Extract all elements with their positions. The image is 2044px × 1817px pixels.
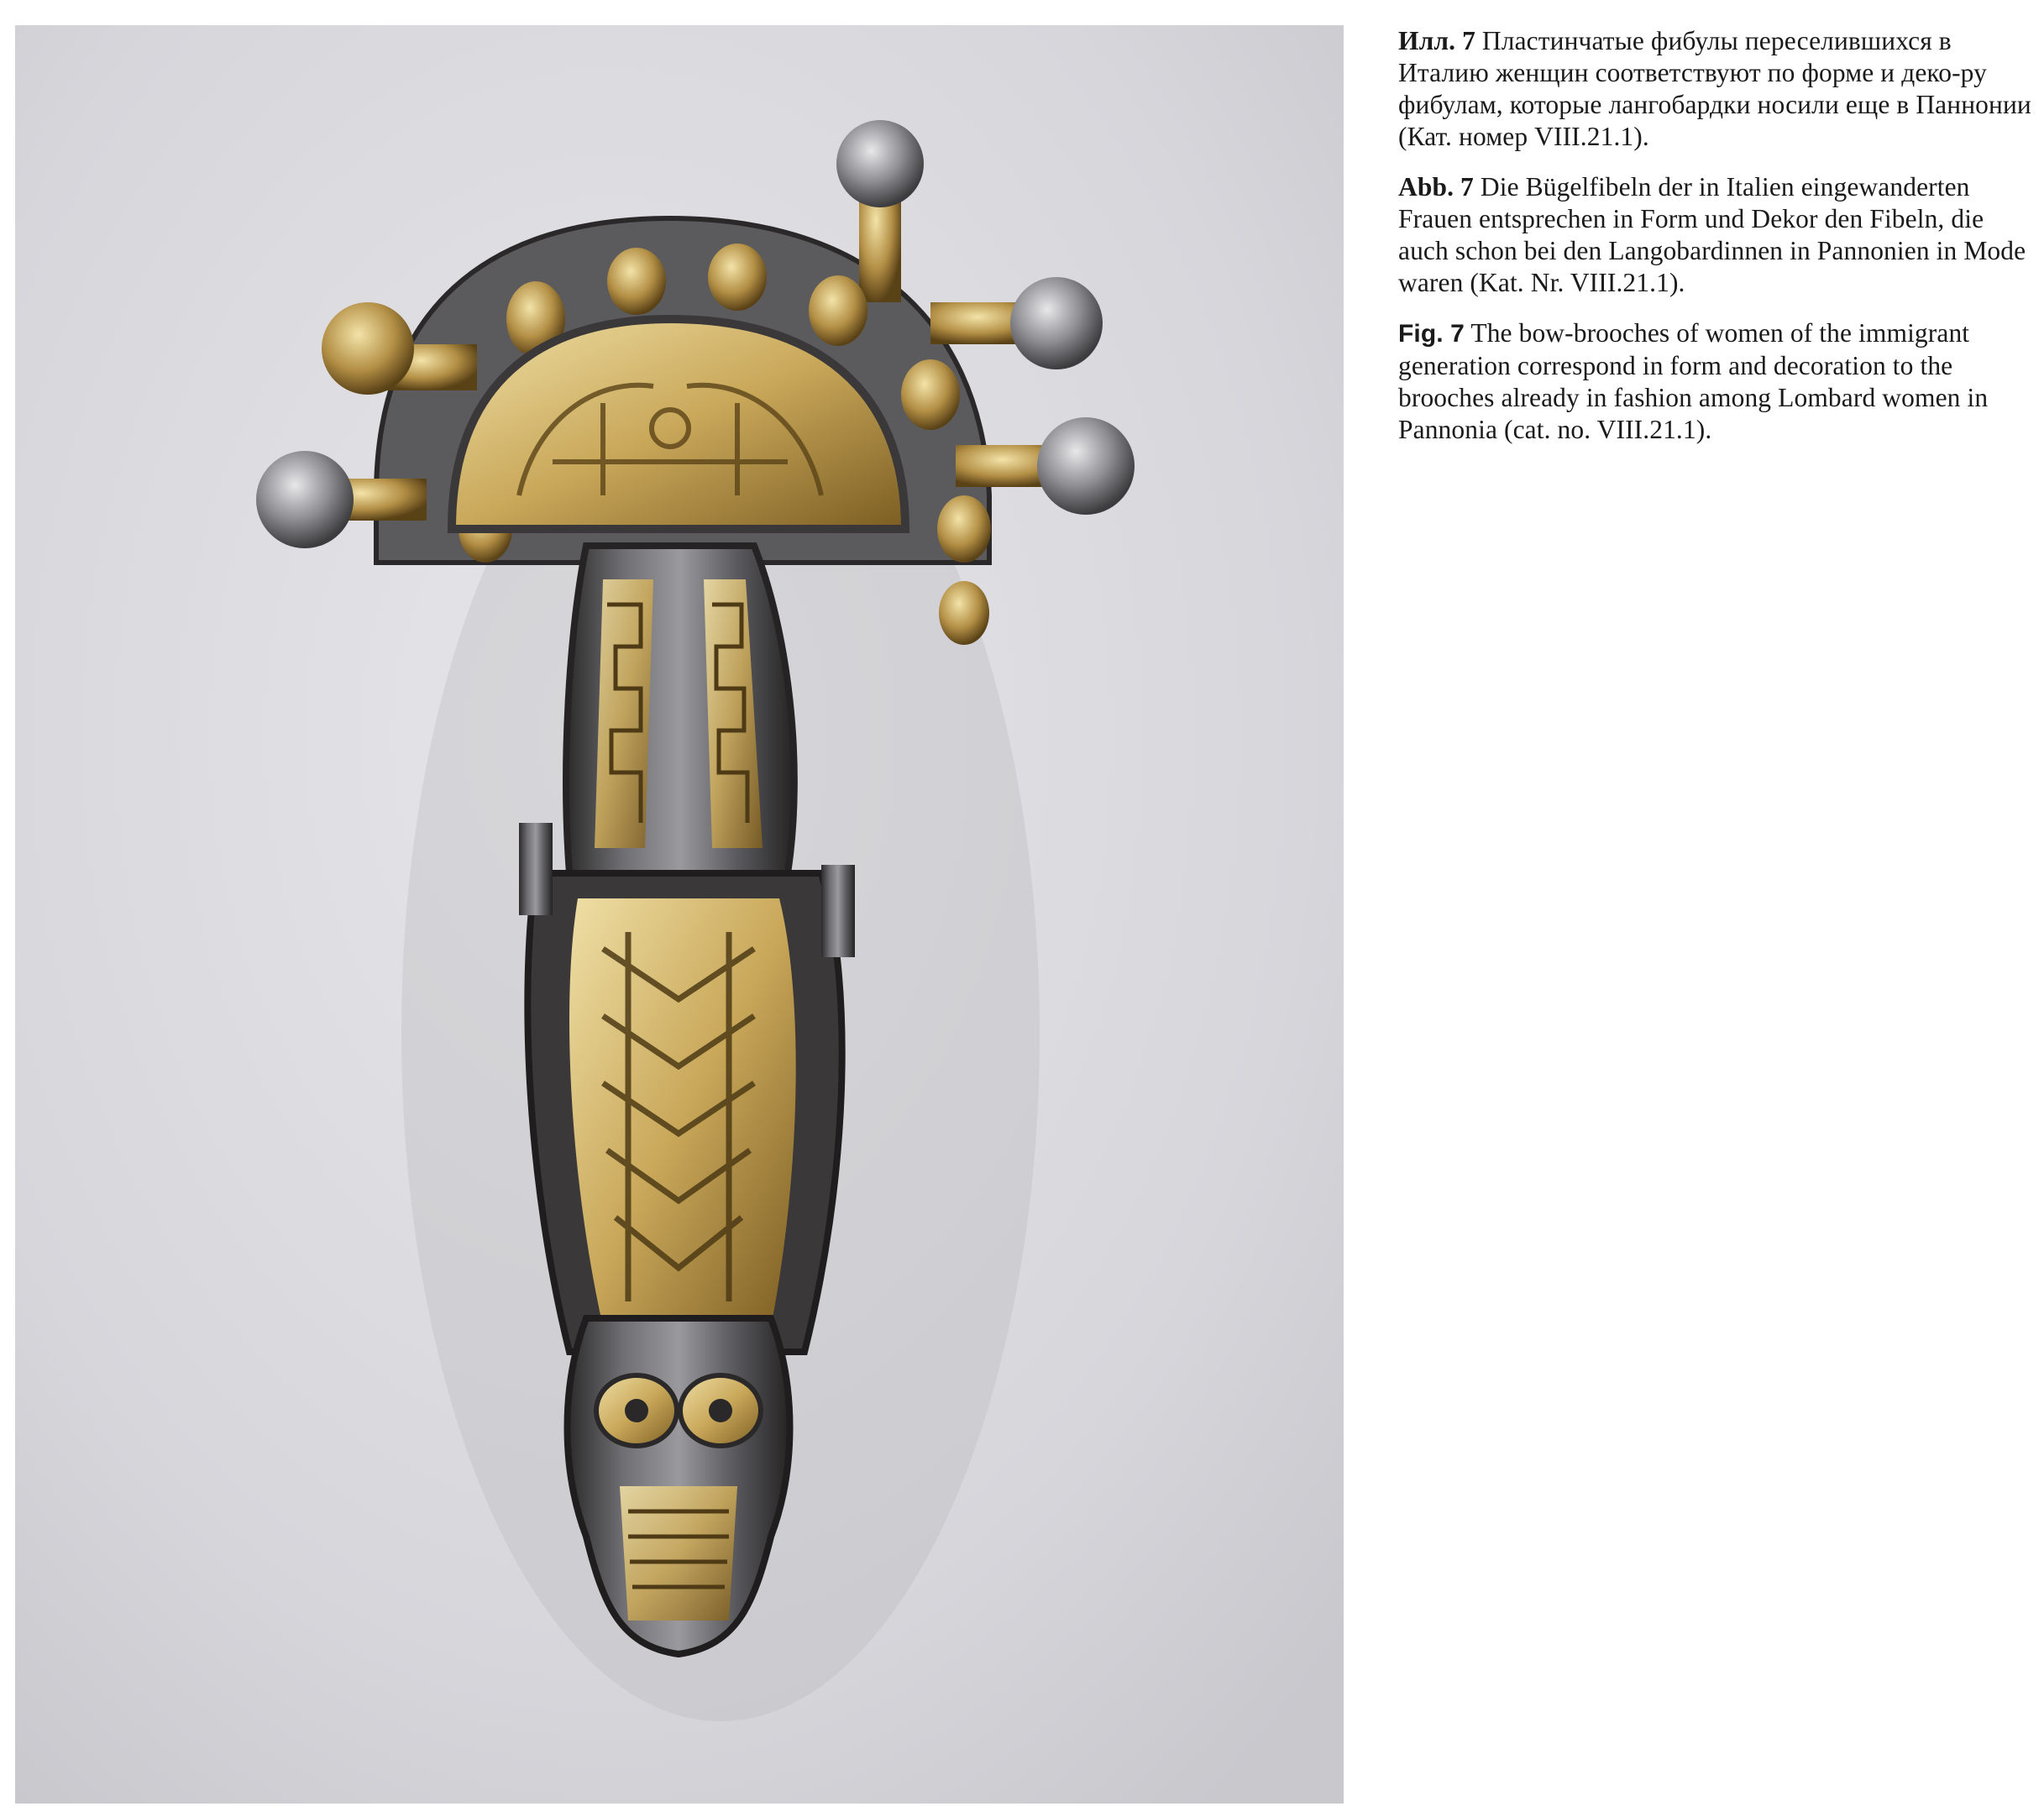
caption-english: [1398, 317, 2036, 446]
caption-column: [1398, 25, 2036, 464]
caption-german-text: Die Bügelfibeln der in Italien eingewanderten Frauen entsprechen in Form und Dekor den Fibeln, die auch schon bei den Langobardinnen in Pannonien in Mode waren (Kat. Nr. VIII.21.1).: [1398, 172, 2026, 297]
caption-german: [1398, 171, 2036, 299]
caption-english-lead: Fig. 7: [1398, 320, 1465, 348]
caption-russian-lead: Илл. 7: [1398, 26, 1475, 55]
caption-german-lead: Abb. 7: [1398, 172, 1474, 202]
caption-russian-text: Пластинчатые фибулы переселившихся в Италию женщин соответствуют по форме и деко-ру фибулам, которые лангобардки носили еще в Паннонии (Кат. номер VIII.21.1).: [1398, 26, 2031, 151]
caption-russian: [1398, 25, 2036, 153]
caption-english-text: The bow-brooches of women of the immigrant generation correspond in form and decoration to the brooches already in fashion among Lombard women in Pannonia (cat. no. VIII.21.1).: [1398, 318, 1989, 444]
bow-brooch-icon: [15, 25, 1344, 1804]
brooch-photo: [15, 25, 1344, 1804]
